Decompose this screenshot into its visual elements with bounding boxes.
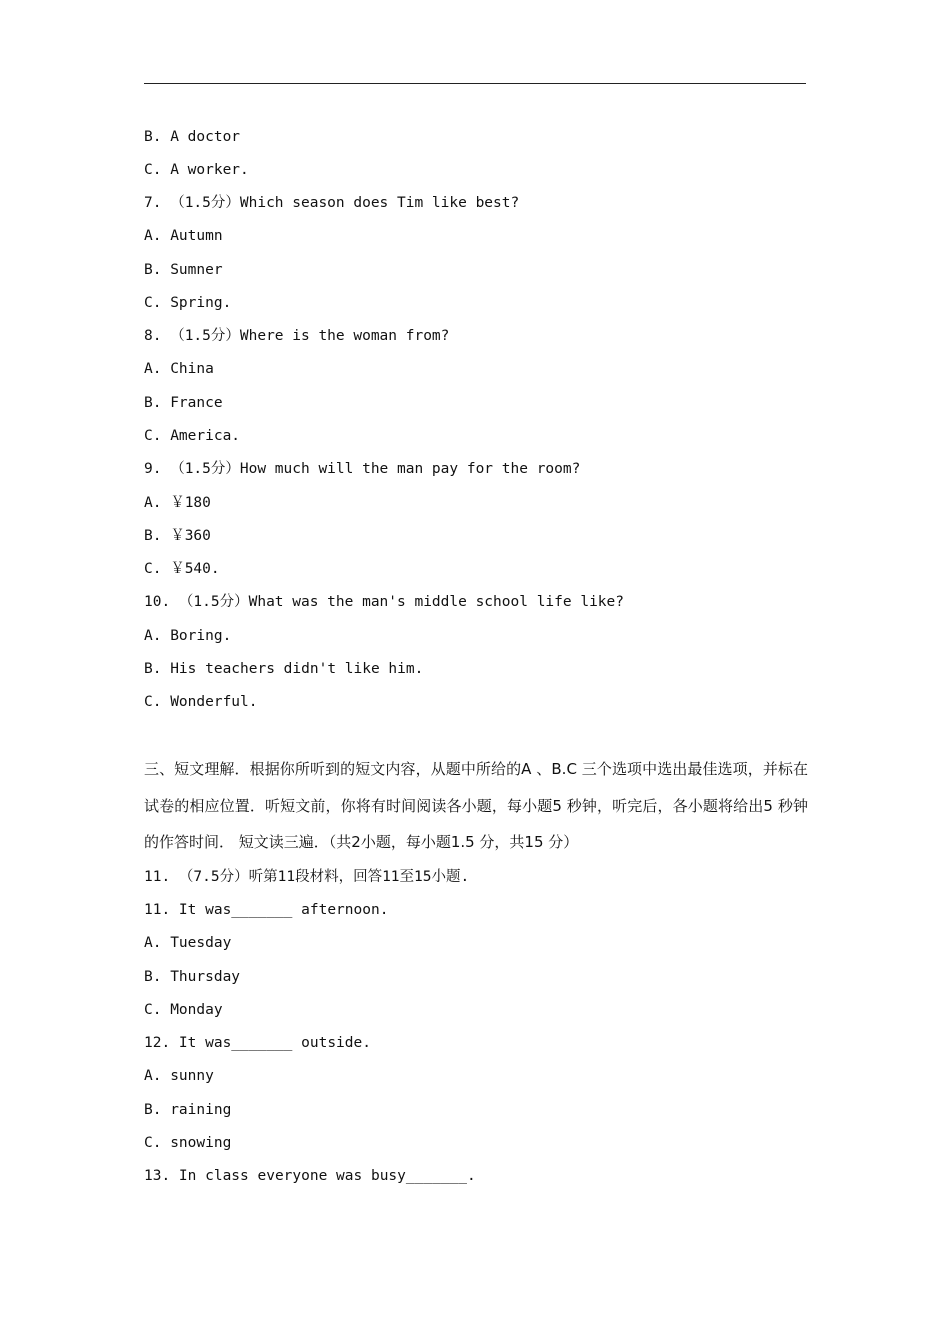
question-12: 12. It was_______ outside. — [144, 1035, 371, 1051]
option-11b: B. Thursday — [144, 969, 241, 985]
option-8b: B. France — [144, 395, 223, 411]
question-7: 7. （1.5分）Which season does Tim like best? — [144, 195, 520, 211]
section-3-instructions: 三、短文理解．根据你所听到的短文内容，从题中所给的A 、B.C 三个选项中选出最佳选项，并标在试卷的相应位置．听短文前，你将有时间阅读各小题，每小题5 秒钟，听完后，各小题将给出5 秒钟的作答时间． 短文读三遍．（共2小题，每小题1.5 分，共15 分） — [144, 760, 808, 851]
option-9c: C. ￥540. — [144, 561, 220, 577]
question-9: 9. （1.5分）How much will the man pay for the room? — [144, 461, 581, 477]
option-11a: A. Tuesday — [144, 935, 232, 951]
option-7c: C. Spring. — [144, 295, 232, 311]
option-8c: C. America. — [144, 428, 241, 444]
option-7b: B. Sumner — [144, 262, 223, 278]
option-10c: C. Wonderful. — [144, 694, 258, 710]
question-13: 13. In class everyone was busy_______. — [144, 1168, 476, 1184]
option-9a: A. ￥180 — [144, 495, 211, 511]
option-8a: A. China — [144, 361, 214, 377]
question-8: 8. （1.5分）Where is the woman from? — [144, 328, 450, 344]
question-11-header: 11. （7.5分）听第11段材料，回答11至15小题. — [144, 869, 470, 885]
header-rule — [144, 83, 806, 84]
option-9b: B. ￥360 — [144, 528, 211, 544]
option-12a: A. sunny — [144, 1068, 214, 1084]
question-11: 11. It was_______ afternoon. — [144, 902, 389, 918]
question-10: 10. （1.5分）What was the man's middle school life like? — [144, 594, 624, 610]
option-7a: A. Autumn — [144, 228, 223, 244]
option-10b: B. His teachers didn't like him. — [144, 661, 424, 677]
option-11c: C. Monday — [144, 1002, 223, 1018]
option-6c: C. A worker. — [144, 162, 249, 178]
option-6b: B. A doctor — [144, 129, 241, 145]
option-10a: A. Boring. — [144, 628, 232, 644]
option-12b: B. raining — [144, 1102, 232, 1118]
option-12c: C. snowing — [144, 1135, 232, 1151]
